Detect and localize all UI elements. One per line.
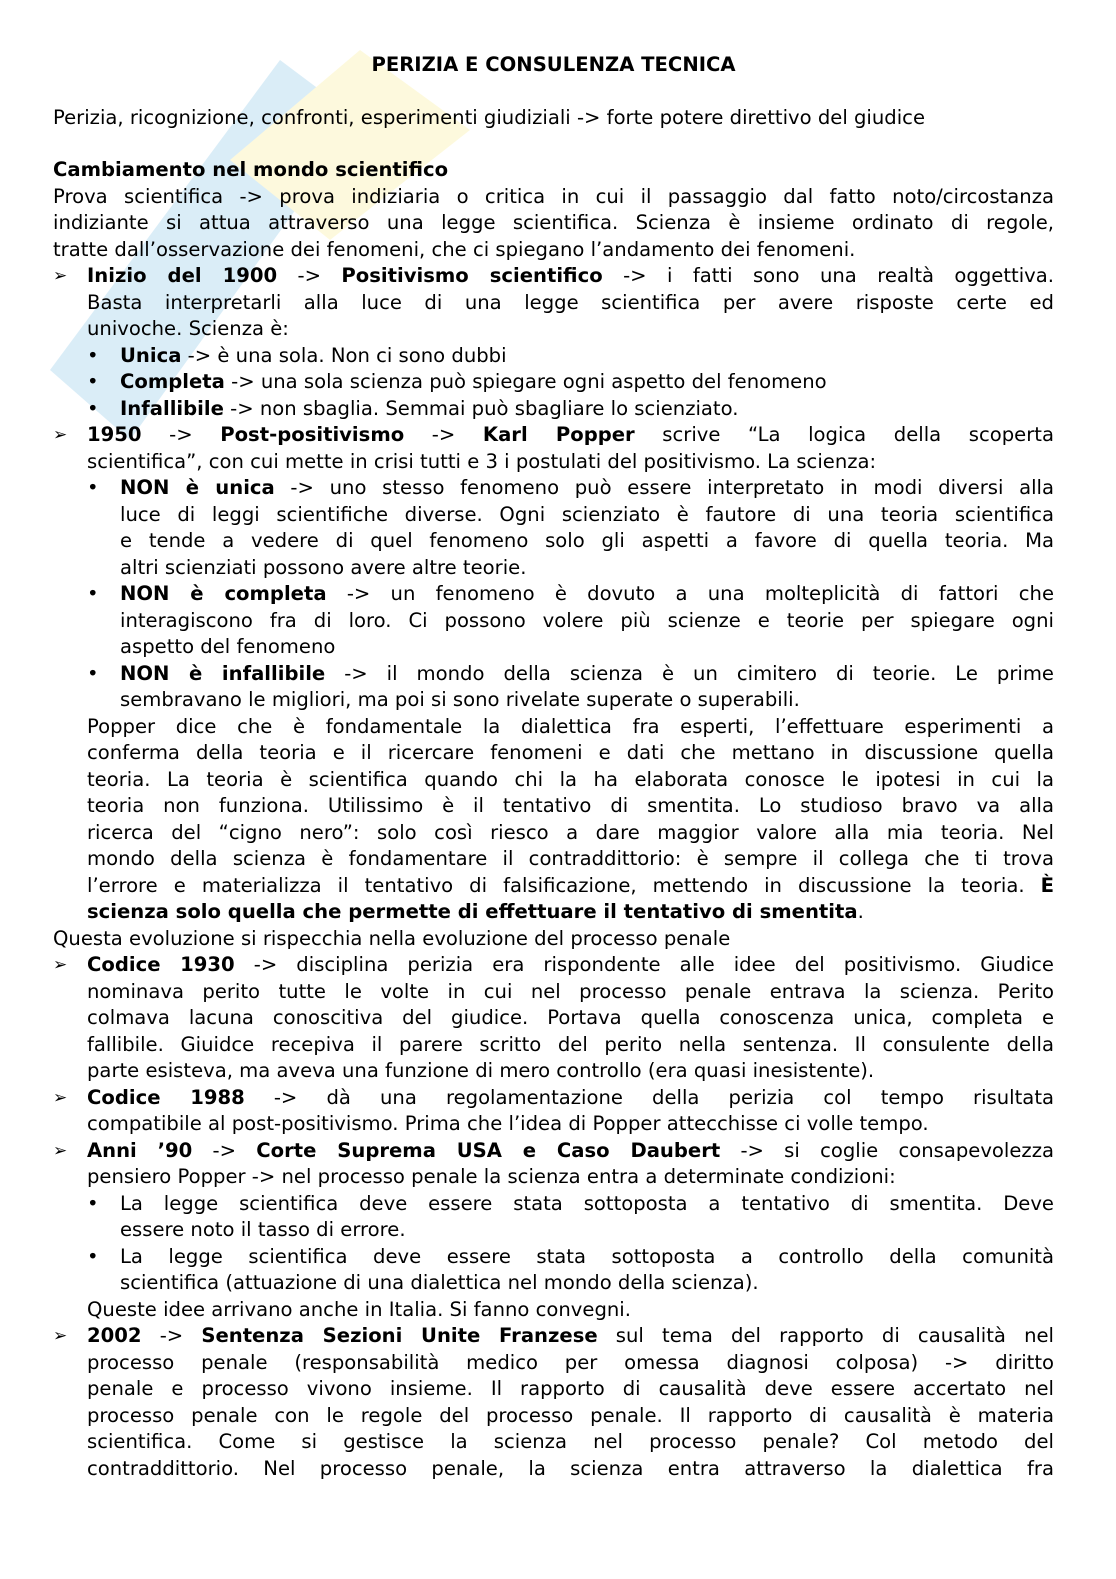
bold-text: 2002 bbox=[87, 1324, 142, 1347]
text: e tende a vedere di quel fenomeno solo gli aspetti a favore di quella teoria. Ma bbox=[120, 529, 1054, 552]
text: parte esisteva, ma aveva una funzione di mero controllo (era quasi inesistente). bbox=[87, 1059, 875, 1082]
text-line bbox=[53, 926, 1054, 953]
text-line bbox=[120, 1270, 1054, 1297]
bold-text: Infallibile bbox=[120, 396, 224, 420]
text-line bbox=[87, 1323, 1054, 1350]
text: mondo della scienza è fondamentare il contraddittorio: è sempre il collega che ti trova bbox=[87, 847, 1054, 870]
text: Queste idee arrivano anche in Italia. Si fanno convegni. bbox=[87, 1297, 631, 1321]
text-line bbox=[87, 873, 1054, 900]
arrow-list-item bbox=[53, 263, 1054, 343]
text-line bbox=[120, 1191, 1054, 1218]
text-line bbox=[53, 237, 1054, 264]
text: tratte dall’osservazione dei fenomeni, che ci spiegano l’andamento dei fenomeni. bbox=[53, 237, 856, 261]
text: colmava lacuna conoscitiva del giudice. Portava quella conoscenza unica, completa e bbox=[87, 1006, 1054, 1029]
text-line bbox=[53, 184, 1054, 211]
text-line bbox=[87, 1058, 1054, 1085]
arrow-bullet-icon: ➢ bbox=[53, 1326, 68, 1346]
text: -> il mondo della scienza è un cimitero di teorie. Le prime bbox=[325, 661, 1054, 685]
text: -> bbox=[404, 423, 483, 446]
bold-text: Codice 1988 bbox=[87, 1085, 245, 1109]
bullet-list-item bbox=[53, 1191, 1054, 1244]
text: teoria non funziona. Utilissimo è il tentativo di smentita. Lo studioso bravo va alla bbox=[87, 794, 1054, 817]
text: aspetto del fenomeno bbox=[120, 635, 336, 658]
text-line bbox=[87, 740, 1054, 767]
bold-text: Cambiamento nel mondo scientifico bbox=[53, 158, 449, 181]
text-line bbox=[87, 952, 1054, 979]
bold-text: Karl Popper bbox=[482, 423, 635, 446]
text-line bbox=[120, 475, 1054, 502]
text-line bbox=[87, 1403, 1054, 1430]
text: scientifica”, con cui mette in crisi tutti e 3 i postulati del positivismo. La scienza: bbox=[87, 449, 877, 473]
text: ricerca del “cigno nero”: solo così riesco a dare maggior valore alla mia teoria. Nel bbox=[87, 820, 1054, 844]
text: fallibile. Giuidce recepiva il parere scritto del perito nella sentenza. Il consulente della bbox=[87, 1032, 1054, 1056]
text-line bbox=[87, 290, 1054, 317]
text: Questa evoluzione si rispecchia nella evoluzione del processo penale bbox=[53, 926, 731, 950]
text: -> si coglie consapevolezza bbox=[720, 1138, 1054, 1162]
text-line bbox=[87, 449, 1054, 476]
bold-text: Unica bbox=[120, 343, 182, 367]
bold-text: NON è completa bbox=[120, 582, 327, 605]
bullet-icon: • bbox=[87, 582, 99, 605]
arrow-bullet-icon: ➢ bbox=[53, 425, 68, 445]
text-line bbox=[87, 422, 1054, 449]
bullet-icon: • bbox=[87, 396, 99, 420]
text: -> un fenomeno è dovuto a una molteplicità di fattori che bbox=[326, 582, 1054, 605]
text: Perizia, ricognizione, confronti, esperimenti giudiziali -> forte potere direttivo del giudice bbox=[53, 105, 926, 129]
text: . bbox=[857, 900, 864, 923]
paragraph bbox=[53, 157, 1054, 263]
text-line bbox=[87, 1005, 1054, 1032]
text-line bbox=[87, 793, 1054, 820]
bullet-list-item bbox=[53, 396, 1054, 423]
paragraph bbox=[53, 105, 1054, 132]
text: -> dà una regolamentazione della perizia col tempo risultata bbox=[244, 1085, 1054, 1109]
arrow-list-item bbox=[53, 952, 1054, 1085]
text-line bbox=[87, 1350, 1054, 1377]
bold-text: 1950 bbox=[87, 423, 142, 446]
text: conferma della teoria e il ricercare fenomeni e dati che mettano in discussione quella bbox=[87, 741, 1054, 764]
arrow-bullet-icon: ➢ bbox=[53, 1087, 68, 1108]
text-line bbox=[87, 316, 1054, 343]
text-line bbox=[120, 396, 1054, 423]
spacer bbox=[53, 131, 1054, 157]
text-line bbox=[120, 369, 1054, 396]
text-line bbox=[87, 846, 1054, 873]
text: -> una sola scienza può spiegare ogni aspetto del fenomeno bbox=[224, 370, 827, 393]
text-line bbox=[120, 661, 1054, 688]
text-line bbox=[87, 1111, 1054, 1138]
text: essere noto il tasso di errore. bbox=[120, 1218, 406, 1241]
text: luce di leggi scientifiche diverse. Ogni scienziato è fautore di una teoria scientifica bbox=[120, 502, 1054, 526]
bold-text: scienza solo quella che permette di effettuare il tentativo di smentita bbox=[87, 900, 858, 923]
text-line bbox=[87, 714, 1054, 741]
text-line bbox=[87, 820, 1054, 847]
bullet-list-item bbox=[53, 661, 1054, 714]
text: -> bbox=[277, 264, 342, 287]
text: processo penale con le regole del processo penale. Il rapporto di causalità è materia bbox=[87, 1403, 1054, 1427]
text: -> è una sola. Non ci sono dubbi bbox=[181, 343, 507, 367]
text-line bbox=[120, 608, 1054, 635]
text-line bbox=[120, 1244, 1054, 1271]
paragraph bbox=[53, 926, 1054, 953]
bullet-list-item bbox=[53, 475, 1054, 581]
text: -> i fatti sono una realtà oggettiva. bbox=[602, 264, 1054, 287]
bullet-icon: • bbox=[87, 476, 99, 499]
text: -> uno stesso fenomeno può essere interpretato in modi diversi alla bbox=[274, 476, 1054, 499]
text-line bbox=[87, 979, 1054, 1006]
paragraph bbox=[53, 1297, 1054, 1324]
text-line bbox=[120, 581, 1054, 608]
text: Prova scientifica -> prova indiziaria o critica in cui il passaggio dal fatto noto/circostanza bbox=[53, 184, 1054, 208]
text: nominava perito tutte le volte in cui nel processo penale entrava la scienza. Perito bbox=[87, 979, 1054, 1003]
text: scientifica. Come si gestisce la scienza nel processo penale? Col metodo del bbox=[87, 1430, 1054, 1453]
text: -> non sbaglia. Semmai può sbagliare lo scienziato. bbox=[223, 396, 739, 420]
text-line bbox=[53, 210, 1054, 237]
text: -> bbox=[141, 423, 221, 446]
text: La legge scientifica deve essere stata sottoposta a tentativo di smentita. Deve bbox=[120, 1191, 1054, 1215]
bold-text: Codice 1930 bbox=[87, 953, 235, 976]
text: scrive “La logica della scoperta bbox=[634, 423, 1054, 446]
text-line bbox=[87, 1429, 1054, 1456]
text-line bbox=[87, 899, 1054, 926]
bold-text: Sentenza Sezioni Unite Franzese bbox=[201, 1324, 598, 1347]
bullet-icon: • bbox=[87, 661, 99, 685]
bullet-icon: • bbox=[87, 370, 99, 393]
arrow-bullet-icon: ➢ bbox=[53, 1140, 68, 1161]
bold-text: Positivismo scientifico bbox=[341, 264, 603, 287]
text: compatibile al post-positivismo. Prima che l’idea di Popper attecchisse ci volle tempo. bbox=[87, 1112, 929, 1135]
text-line bbox=[120, 343, 1054, 370]
document-body bbox=[53, 105, 1054, 1483]
text-line bbox=[87, 1085, 1054, 1112]
bold-text: Inizio del 1900 bbox=[87, 264, 278, 287]
text-line bbox=[87, 1164, 1054, 1191]
text-line bbox=[120, 555, 1054, 582]
text-line bbox=[87, 1376, 1054, 1403]
bold-text: NON è infallibile bbox=[120, 661, 326, 685]
text-line bbox=[87, 1138, 1054, 1165]
bold-text: È bbox=[1040, 873, 1054, 897]
text: sembravano le migliori, ma poi si sono rivelate superate o superabili. bbox=[120, 688, 800, 711]
text: processo penale (responsabilità medico per omessa diagnosi colposa) -> diritto bbox=[87, 1350, 1054, 1374]
bullet-list-item bbox=[53, 343, 1054, 370]
text-line bbox=[53, 105, 1054, 132]
text: altri scienziati possono avere altre teorie. bbox=[120, 555, 527, 579]
text: Popper dice che è fondamentale la dialettica fra esperti, l’effettuare esperimenti a bbox=[87, 714, 1054, 738]
arrow-bullet-icon: ➢ bbox=[53, 266, 68, 286]
bullet-icon: • bbox=[87, 1244, 99, 1268]
bold-text: Anni ’90 bbox=[87, 1138, 193, 1162]
bullet-list-item bbox=[53, 581, 1054, 661]
text: sul tema del rapporto di causalità nel bbox=[597, 1324, 1054, 1347]
text-line bbox=[87, 767, 1054, 794]
bullet-icon: • bbox=[87, 343, 99, 367]
bold-text: Completa bbox=[120, 370, 225, 393]
text: -> bbox=[192, 1138, 257, 1162]
text: l’errore e materializza il tentativo di falsificazione, mettendo in discussione la teoria. bbox=[87, 873, 1041, 897]
text: univoche. Scienza è: bbox=[87, 317, 289, 340]
text: indiziante si attua attraverso una legge scientifica. Scienza è insieme ordinato di regole, bbox=[53, 211, 1054, 234]
bullet-icon: • bbox=[87, 1191, 99, 1215]
text: Basta interpretarli alla luce di una legge scientifica per avere risposte certe ed bbox=[87, 290, 1054, 314]
arrow-bullet-icon: ➢ bbox=[53, 955, 68, 975]
text: contraddittorio. Nel processo penale, la scienza entra attraverso la dialettica fra bbox=[87, 1456, 1054, 1480]
text: scientifica (attuazione di una dialettica nel mondo della scienza). bbox=[120, 1271, 759, 1294]
text-line bbox=[87, 1297, 1054, 1324]
arrow-list-item bbox=[53, 1323, 1054, 1482]
section-heading bbox=[53, 157, 1054, 184]
arrow-list-item bbox=[53, 422, 1054, 475]
bold-text: NON è unica bbox=[120, 476, 275, 499]
text: pensiero Popper -> nel processo penale la scienza entra a determinate condizioni: bbox=[87, 1165, 896, 1188]
document-title: PERIZIA E CONSULENZA TECNICA bbox=[371, 53, 736, 76]
text: teoria. La teoria è scientifica quando chi la ha elaborata conosce le ipotesi in cui la bbox=[87, 767, 1054, 791]
bold-text: Post-positivismo bbox=[220, 423, 405, 446]
bullet-list-item bbox=[53, 1244, 1054, 1297]
text-line bbox=[120, 528, 1054, 555]
arrow-list-item bbox=[53, 1138, 1054, 1191]
paragraph bbox=[53, 714, 1054, 926]
text: -> bbox=[141, 1324, 202, 1347]
text-line bbox=[120, 634, 1054, 661]
text: interagiscono fra di loro. Ci possono volere più scienze e teorie per spiegare ogni bbox=[120, 608, 1054, 632]
arrow-list-item bbox=[53, 1085, 1054, 1138]
text-line bbox=[120, 687, 1054, 714]
text-line bbox=[87, 263, 1054, 290]
bullet-list-item bbox=[53, 369, 1054, 396]
text: La legge scientifica deve essere stata sottoposta a controllo della comunità bbox=[120, 1244, 1054, 1268]
text-line bbox=[87, 1032, 1054, 1059]
text-line bbox=[120, 1217, 1054, 1244]
text-line bbox=[87, 1456, 1054, 1483]
text: -> disciplina perizia era rispondente alle idee del positivismo. Giudice bbox=[234, 953, 1054, 976]
text-line bbox=[120, 502, 1054, 529]
bold-text: Corte Suprema USA e Caso Daubert bbox=[256, 1138, 721, 1162]
text: penale e processo vivono insieme. Il rapporto di causalità deve essere accertato nel bbox=[87, 1377, 1054, 1400]
document-page bbox=[53, 52, 1054, 1482]
